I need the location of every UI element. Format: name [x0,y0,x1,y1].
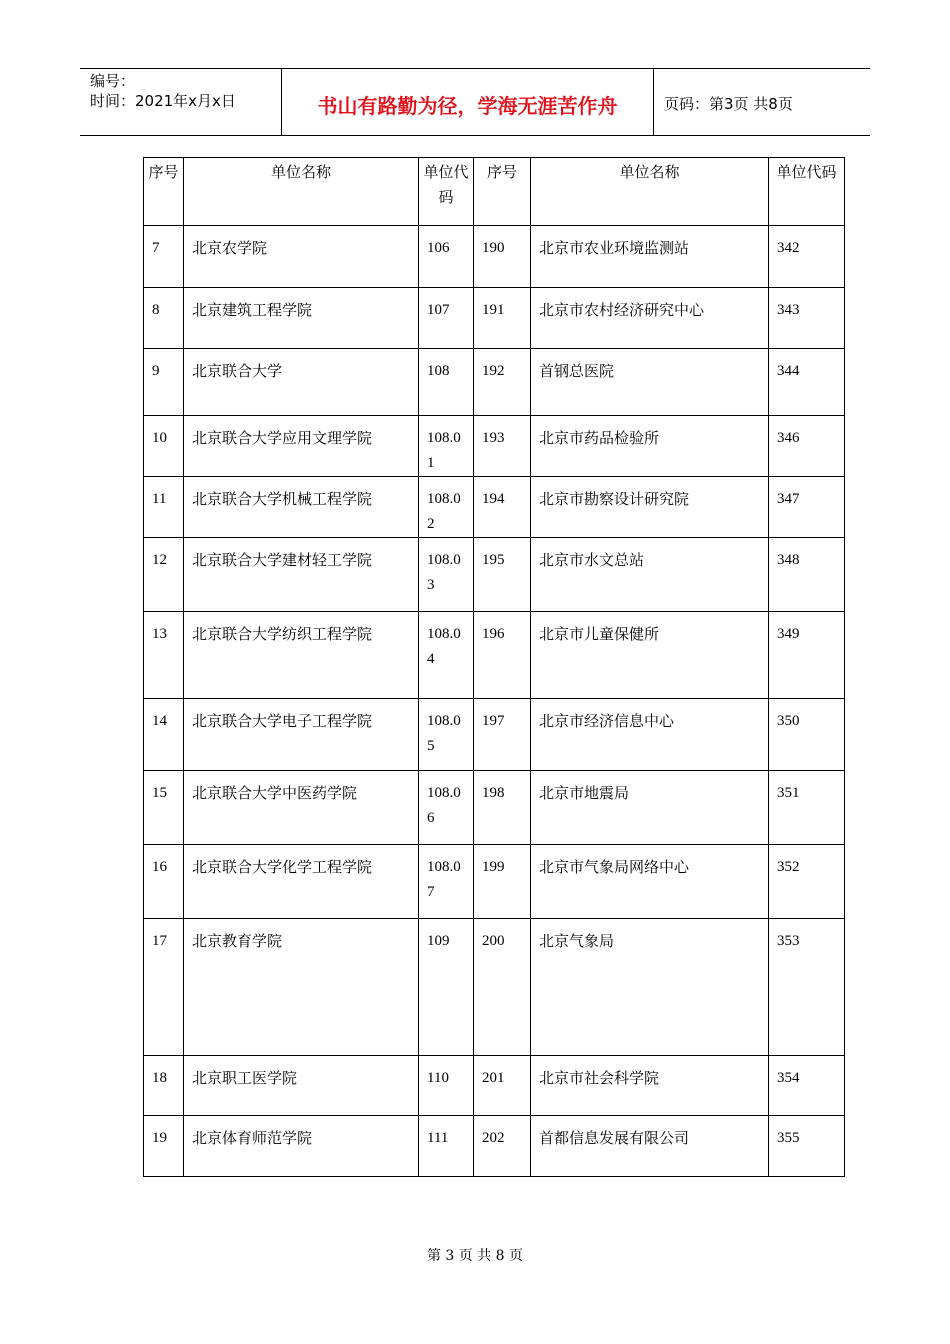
cell-seq-left: 10 [144,416,184,477]
table-row [144,288,845,349]
table-row [144,845,845,919]
header-name-left: 单位名称 [184,158,419,226]
table-row [144,477,845,538]
cell-unit-code-right: 348 [769,538,845,612]
cell-seq-left: 13 [144,612,184,699]
cell-unit-name-left: 北京联合大学电子工程学院 [184,699,419,771]
header-page-number: 页码：第3页 共8页 [664,94,793,113]
cell-seq-left: 15 [144,771,184,845]
cell-unit-code-left: 108.02 [419,477,474,538]
cell-unit-name-right: 北京市农业环境监测站 [531,226,769,288]
cell-seq-left: 11 [144,477,184,538]
cell-seq-right: 191 [474,288,531,349]
cell-unit-name-left: 北京体育师范学院 [184,1116,419,1177]
cell-unit-name-right: 北京市勘察设计研究院 [531,477,769,538]
cell-unit-code-left: 106 [419,226,474,288]
cell-seq-left: 12 [144,538,184,612]
cell-unit-code-right: 342 [769,226,845,288]
cell-unit-code-left: 108.04 [419,612,474,699]
table-row [144,538,845,612]
cell-unit-name-left: 北京联合大学中医药学院 [184,771,419,845]
cell-seq-right: 190 [474,226,531,288]
table-row [144,1056,845,1116]
header-meta [80,69,282,135]
cell-seq-left: 9 [144,349,184,416]
cell-unit-code-left: 108.07 [419,845,474,919]
table-row [144,226,845,288]
cell-unit-name-right: 北京市儿童保健所 [531,612,769,699]
cell-unit-name-left: 北京联合大学机械工程学院 [184,477,419,538]
cell-unit-name-right: 北京市水文总站 [531,538,769,612]
cell-seq-right: 193 [474,416,531,477]
cell-unit-name-left: 北京联合大学建材轻工学院 [184,538,419,612]
header-name-right: 单位名称 [531,158,769,226]
cell-unit-name-right: 首都信息发展有限公司 [531,1116,769,1177]
table-row [144,699,845,771]
cell-unit-name-left: 北京农学院 [184,226,419,288]
cell-unit-name-left: 北京建筑工程学院 [184,288,419,349]
cell-unit-code-right: 351 [769,771,845,845]
cell-unit-name-right: 北京市社会科学院 [531,1056,769,1116]
cell-unit-code-right: 353 [769,919,845,1056]
document-header [80,68,870,136]
cell-unit-name-right: 北京气象局 [531,919,769,1056]
table-row [144,416,845,477]
cell-unit-code-left: 111 [419,1116,474,1177]
cell-unit-code-right: 343 [769,288,845,349]
cell-unit-name-right: 北京市农村经济研究中心 [531,288,769,349]
cell-unit-code-left: 107 [419,288,474,349]
cell-unit-code-right: 350 [769,699,845,771]
cell-seq-right: 199 [474,845,531,919]
table-row [144,1116,845,1177]
cell-seq-left: 19 [144,1116,184,1177]
page-footer: 第 3 页 共 8 页 [426,1248,524,1264]
cell-seq-right: 200 [474,919,531,1056]
header-code-left: 单位代码 [419,158,474,226]
header-code-right: 单位代码 [769,158,845,226]
cell-unit-code-right: 352 [769,845,845,919]
cell-seq-left: 14 [144,699,184,771]
cell-unit-name-left: 北京教育学院 [184,919,419,1056]
table-row [144,919,845,1056]
cell-seq-left: 8 [144,288,184,349]
cell-unit-name-left: 北京职工医学院 [184,1056,419,1116]
cell-unit-name-left: 北京联合大学 [184,349,419,416]
cell-unit-code-left: 109 [419,919,474,1056]
cell-unit-code-right: 346 [769,416,845,477]
table-row [144,612,845,699]
header-seq-left: 序号 [144,158,184,226]
cell-unit-name-right: 北京市经济信息中心 [531,699,769,771]
cell-seq-left: 17 [144,919,184,1056]
cell-unit-name-right: 首钢总医院 [531,349,769,416]
cell-unit-code-right: 354 [769,1056,845,1116]
cell-unit-code-right: 349 [769,612,845,699]
cell-seq-left: 16 [144,845,184,919]
cell-unit-name-left: 北京联合大学纺织工程学院 [184,612,419,699]
table-row [144,771,845,845]
cell-unit-code-left: 108.03 [419,538,474,612]
cell-seq-right: 192 [474,349,531,416]
cell-unit-code-left: 108 [419,349,474,416]
cell-seq-right: 201 [474,1056,531,1116]
cell-unit-name-right: 北京市气象局网络中心 [531,845,769,919]
cell-seq-right: 198 [474,771,531,845]
cell-seq-right: 202 [474,1116,531,1177]
header-seq-right: 序号 [474,158,531,226]
cell-unit-code-left: 108.05 [419,699,474,771]
cell-seq-right: 196 [474,612,531,699]
cell-seq-right: 194 [474,477,531,538]
cell-unit-code-right: 355 [769,1116,845,1177]
cell-unit-name-right: 北京市地震局 [531,771,769,845]
cell-unit-name-left: 北京联合大学应用文理学院 [184,416,419,477]
cell-seq-left: 7 [144,226,184,288]
cell-seq-right: 197 [474,699,531,771]
cell-seq-left: 18 [144,1056,184,1116]
document-number: 编号： [90,72,136,90]
header-motto: 书山有路勤为径，学海无涯苦作舟 [282,69,654,135]
cell-unit-code-left: 110 [419,1056,474,1116]
cell-unit-code-right: 347 [769,477,845,538]
table-row [144,349,845,416]
cell-seq-right: 195 [474,538,531,612]
cell-unit-code-left: 108.06 [419,771,474,845]
cell-unit-name-right: 北京市药品检验所 [531,416,769,477]
cell-unit-name-left: 北京联合大学化学工程学院 [184,845,419,919]
table-header-row [144,158,845,226]
cell-unit-code-left: 108.01 [419,416,474,477]
cell-unit-code-right: 344 [769,349,845,416]
table-body [144,226,845,1177]
document-time: 时间：2021年x月x日 [90,92,236,110]
unit-code-table [143,157,845,1177]
